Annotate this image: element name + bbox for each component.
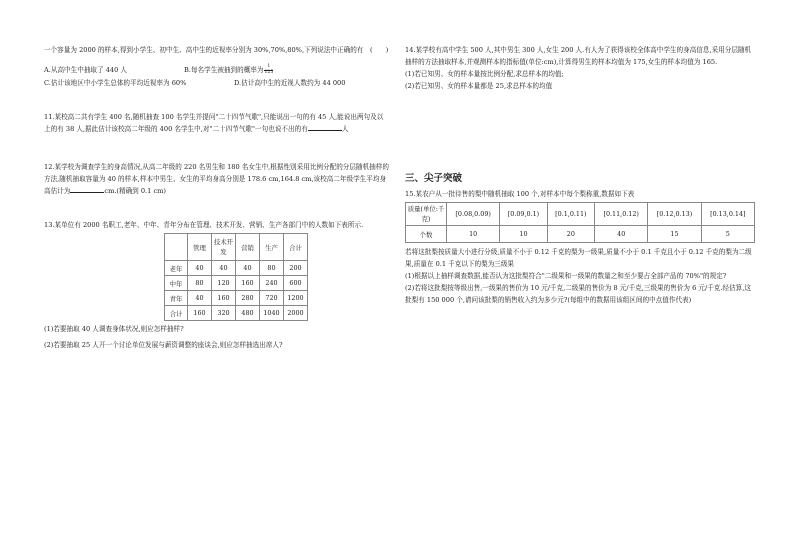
question-13-sub1: (1)若要抽取 40 人调查身体状况,则应怎样抽样? — [44, 325, 184, 334]
table-row: 中年 80 120 160 240 600 — [165, 276, 308, 291]
question-14 — [405, 44, 755, 92]
table-header-row: 管理 技术开发 营销 生产 合计 — [165, 234, 308, 261]
pear-weight-table — [405, 202, 755, 243]
question-10-options-row2 — [44, 77, 389, 90]
option-d: D.估计高中生的近视人数约为 44 000 — [234, 78, 346, 87]
table-row: 老年 40 40 40 80 200 — [165, 261, 308, 276]
section-title: 三、尖子突破 — [405, 173, 463, 184]
question-13-text: 13.某单位有 2000 名职工,老年、中年、青年分布在管理、技术开发、营销、生产各部门中的人数如下表所示. — [44, 221, 364, 230]
answer-blank — [70, 186, 104, 193]
fraction: $\frac{1}{125}$ — [264, 63, 274, 75]
answer-blank — [308, 124, 342, 131]
option-c: C.估计该地区中小学生总体的平均近视率为 60% — [44, 78, 187, 87]
table-row: 个数 10 10 20 40 15 5 — [406, 226, 755, 243]
question-14-sub1: (1)若已知男、女的样本量按比例分配,求总样本的均值; — [405, 70, 564, 78]
question-13 — [44, 219, 389, 351]
question-15-grading: 若将这批梨按质量大小进行分级,质量不小于 0.12 千克的梨为一级果,质量不小于 0.1 千克且小于 0.12 千克的梨为二级果,质量在 0.1 千克以下的梨为三级果 — [405, 248, 752, 268]
question-13-sub2: (2)若要抽取 25 人开一个讨论单位发展与薪资调整的座谈会,则应怎样抽选出席人? — [44, 341, 283, 350]
option-b: B.每名学生被抽到的概率为 $\frac{1}{125}$ — [184, 63, 274, 75]
question-14-sub2: (2)若已知男、女的样本量都是 25,求总样本的均值 — [405, 82, 553, 90]
question-12-text: 12.某学校为调查学生的身高情况,从高二年级的 220 名男生和 180 名女生中,根据性别采用比例分配的分层随机抽样的方法,随机抽取容量为 40 的样本,样本中男生、女生的平均身高分别是 178.6 cm,164.8 cm,该校高二年级学生平均身高估计为 cm.(精确到 0.1 cm) — [44, 163, 389, 196]
question-11-text: 11.某校高二共有学生 400 名,随机抽查 100 名学生并提问"二十四节气歌",只能说出一句的有 45 人,能说出两句及以上的有 38 人,据此估计该校高二年级的 400 名学生中,对"二十四节气歌"一句也说不出的有 人 — [44, 113, 384, 134]
question-15-text: 15.某农户从一批待售的梨中随机抽取 100 个,对样本中每个梨称重,数据如下表 — [405, 190, 635, 198]
question-15-sub1: (1)根据以上抽样调查数据,能否认为这批梨符合"二级果和一级果的数量之和至少要占全部产品的 70%"的规定? — [405, 272, 727, 280]
option-a: A.从高中生中抽取了 440 人 — [44, 66, 127, 74]
question-15-sub2: (2)若将这批梨按等级出售,一级果的售价为 10 元/千克,二级果的售价为 8 元/千克,三级果的售价为 6 元/千克.经估算,这批梨有 150 000 个,请问该批梨的销售收入约为多少元?(每组中的数据用该组区间的中点值作代表) — [405, 284, 751, 304]
left-column — [44, 44, 389, 357]
question-11 — [44, 111, 389, 135]
table-row: 质量(单位:千克) [0.08,0.09) [0.09,0.1) [0.1,0.11) [0.11,0.12) [0.12,0.13) [0.13,0.14] — [406, 203, 755, 226]
question-10-stem: 一个容量为 2000 的样本,得到小学生、初中生、高中生的近视率分别为 30%,70%,80%,下列说法中正确的有 ( ) — [44, 46, 389, 54]
staff-distribution-table — [164, 233, 308, 321]
question-12 — [44, 161, 389, 197]
question-10-options-row1 — [44, 64, 389, 77]
table-row: 青年 40 160 280 720 1200 — [165, 291, 308, 306]
question-10 — [44, 44, 389, 89]
table-row: 合计 160 320 480 1040 2000 — [165, 306, 308, 321]
right-column — [405, 44, 755, 312]
question-15 — [405, 188, 755, 306]
question-14-text: 14.某学校有高中学生 500 人,其中男生 300 人,女生 200 人.有人为了获得该校全体高中学生的身高信息,采用分层随机抽样的方法抽取样本,并观测样本的指标值(单位:cm),计算得男生的样本均值为 175,女生的样本均值为 165. — [405, 46, 752, 66]
